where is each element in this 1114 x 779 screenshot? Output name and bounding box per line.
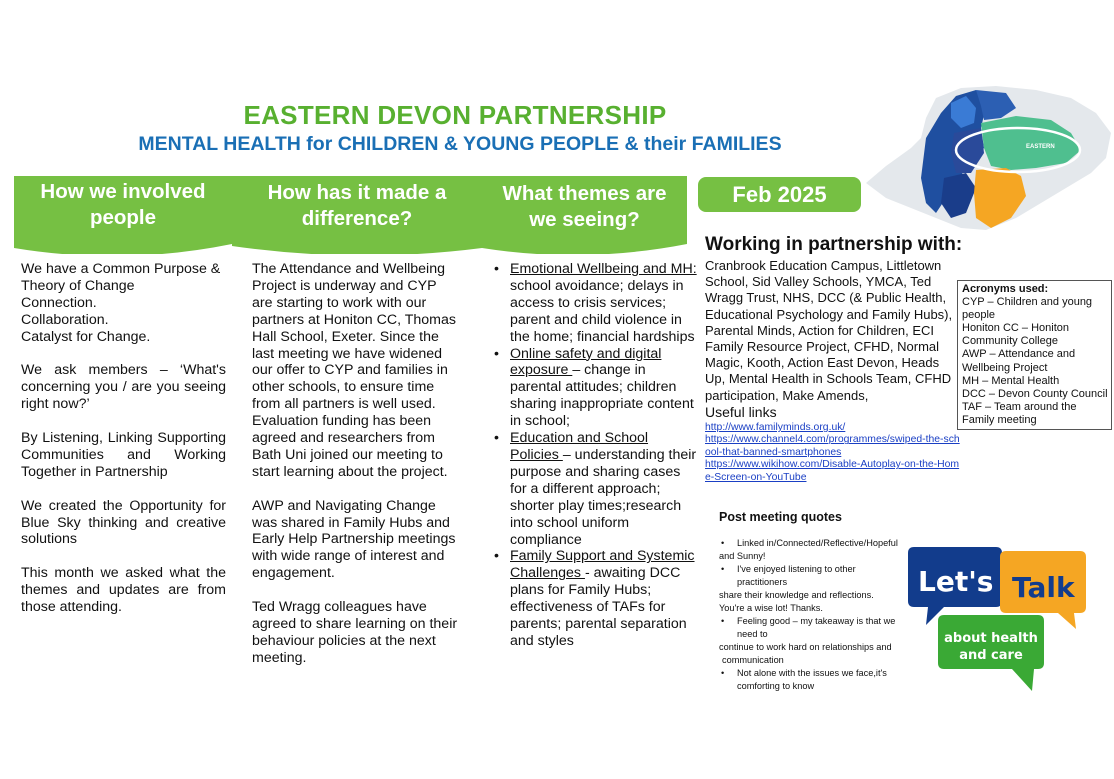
- acronym-item: MH – Mental Health: [962, 374, 1060, 387]
- banner-how-involved: [14, 176, 232, 254]
- column-themes: [492, 261, 697, 650]
- banner-line-1: How we involved: [40, 180, 206, 203]
- paragraph-awp: AWP and Navigating Change was shared in Family Hubs and Early Help Partnership meetings with wide range of interest and engagement.: [252, 497, 456, 582]
- themes-list: [492, 261, 697, 650]
- page-subtitle: MENTAL HEALTH for CHILDREN & YOUNG PEOPLE & their FAMILIES: [138, 133, 782, 155]
- quotes-list: [719, 537, 904, 693]
- theme-title: Family Support and Systemic Challenges: [510, 548, 695, 582]
- date-badge: Feb 2025: [698, 177, 861, 212]
- quote-line: practitioners: [737, 577, 788, 587]
- quotes-heading: Post meeting quotes: [719, 510, 842, 524]
- column-how-involved: [21, 261, 226, 633]
- list-item: [492, 548, 697, 649]
- text-line: Connection.: [21, 294, 97, 311]
- text-line: Catalyst for Change.: [21, 328, 151, 345]
- quote-line: continue to work hard on relationships and: [719, 642, 892, 652]
- banner-line-1: What themes are: [502, 182, 667, 205]
- map-eastern-label: EASTERN: [1026, 144, 1055, 150]
- banner-line-2: difference?: [301, 207, 413, 230]
- theme-title: Education and School Policies: [510, 430, 649, 463]
- acronyms-box: [957, 280, 1112, 430]
- link-channel4[interactable]: https://www.channel4.com/programmes/swiped-the-school-that-banned-smartphones: [705, 434, 960, 458]
- acronyms-heading: Acronyms used:: [962, 283, 1049, 295]
- column-difference: [252, 261, 458, 684]
- theme-text: school avoidance; delays in access to crisis services; parent and child violence in the home; financial hardships: [510, 277, 695, 345]
- logo-lets-text: Let's: [918, 565, 994, 598]
- useful-links-heading: Useful links: [705, 404, 777, 420]
- banner-line-1: How has it made a: [267, 181, 447, 204]
- quote-line: • Not alone with the issues we face,it's: [719, 667, 904, 680]
- list-item: [492, 261, 697, 346]
- acronym-item: DCC – Devon County Council: [962, 387, 1108, 400]
- useful-links-list: [705, 422, 963, 484]
- banner-themes: [482, 176, 687, 254]
- theme-text: – change in parental attitudes; children sharing inappropriate content in school;: [510, 362, 694, 430]
- quote-line: You're a wise lot! Thanks.: [719, 603, 823, 613]
- logo-tagline-2: and care: [959, 648, 1023, 663]
- paragraph-ask: We ask members – ‘What's concerning you / are you seeing right now?’: [21, 362, 226, 413]
- page-title: EASTERN DEVON PARTNERSHIP: [243, 100, 667, 130]
- partnership-heading: Working in partnership with:: [705, 234, 963, 255]
- theme-text: – understanding their purpose and sharing cases for a different approach; shorter play times;research into school uniform compliance: [510, 446, 697, 548]
- quote-line: • Feeling good – my takeaway is that we: [719, 615, 904, 628]
- logo-tagline-1: about health: [944, 631, 1038, 646]
- acronym-item: Honiton CC – Honiton Community College: [962, 322, 1070, 348]
- paragraph-purpose: [21, 261, 226, 346]
- map-region-southeast: [974, 168, 1026, 228]
- theme-title: Online safety and digital exposure: [510, 345, 662, 379]
- link-wikihow[interactable]: https://www.wikihow.com/Disable-Autoplay-on-the-Home-Screen-on-YouTube: [705, 459, 960, 483]
- banner-difference: [232, 176, 482, 254]
- quote-line: • I've enjoyed listening to other: [719, 563, 904, 576]
- paragraph-listening: By Listening, Linking Supporting Communities and Working Together in Partnership: [21, 430, 226, 480]
- banner-line-2: we seeing?: [529, 208, 640, 231]
- list-item: [492, 430, 697, 548]
- list-item: [492, 346, 697, 431]
- quote-line: • Linked in/Connected/Reflective/Hopeful: [719, 537, 904, 550]
- paragraph-opportunity: We created the Opportunity for Blue Sky thinking and creative solutions: [21, 497, 226, 548]
- link-familyminds[interactable]: http://www.familyminds.org.uk/: [705, 422, 846, 433]
- paragraph-ted-wragg: Ted Wragg colleagues have agreed to share learning on their behaviour policies at the next meeting.: [252, 599, 458, 666]
- theme-title: Emotional Wellbeing and MH:: [510, 261, 697, 277]
- quote-line: need to: [737, 629, 768, 639]
- text-line: We have a Common Purpose &: [21, 261, 221, 277]
- theme-text: - awaiting DCC plans for Family Hubs; effectiveness of TAFs for parents; parental separation and styles: [510, 565, 687, 649]
- banner-line-2: people: [89, 206, 157, 229]
- lets-talk-logo: [904, 545, 1100, 695]
- paragraph-attendance-project: The Attendance and Wellbeing Project is underway and CYP are starting to work with our partners at Honiton CC, Thomas Hall School, Exeter. Since the last meeting we have widened our offer to CYP and families in other schools, to ensure time from all partners is well used. Evaluation funding has been agreed and researchers from Bath Uni joined our meeting to start learning about the project.: [252, 261, 456, 480]
- partnership-text: Cranbrook Education Campus, Littletown School, Sid Valley Schools, YMCA, Ted Wragg Trust, NHS, DCC (& Public Health, Educational Psychology and Family Hubs), Parental Minds, Action for Children, ECI Family Resource Project, CFHD, Normal Magic, Kooth, Action East Devon, Heads Up, Mental Health in Schools Team, CFHD participation, Make Amends,: [705, 258, 953, 403]
- acronym-item: CYP – Children and young people: [962, 296, 1093, 322]
- devon-map-illustration: [866, 78, 1114, 238]
- quote-line: and Sunny!: [719, 551, 766, 561]
- quote-line: comforting to know: [737, 681, 815, 691]
- acronym-item: TAF – Team around the Family meeting: [962, 400, 1077, 426]
- text-line: Theory of Change: [21, 277, 135, 294]
- acronym-item: AWP – Attendance and Wellbeing Project: [962, 348, 1076, 374]
- text-line: Collaboration.: [21, 311, 109, 328]
- paragraph-this-month: This month we asked what the themes and updates are from those attending.: [21, 565, 226, 616]
- quote-line: communication: [722, 655, 784, 665]
- logo-talk-text: Talk: [1012, 571, 1075, 604]
- quote-line: share their knowledge and reflections.: [719, 590, 874, 600]
